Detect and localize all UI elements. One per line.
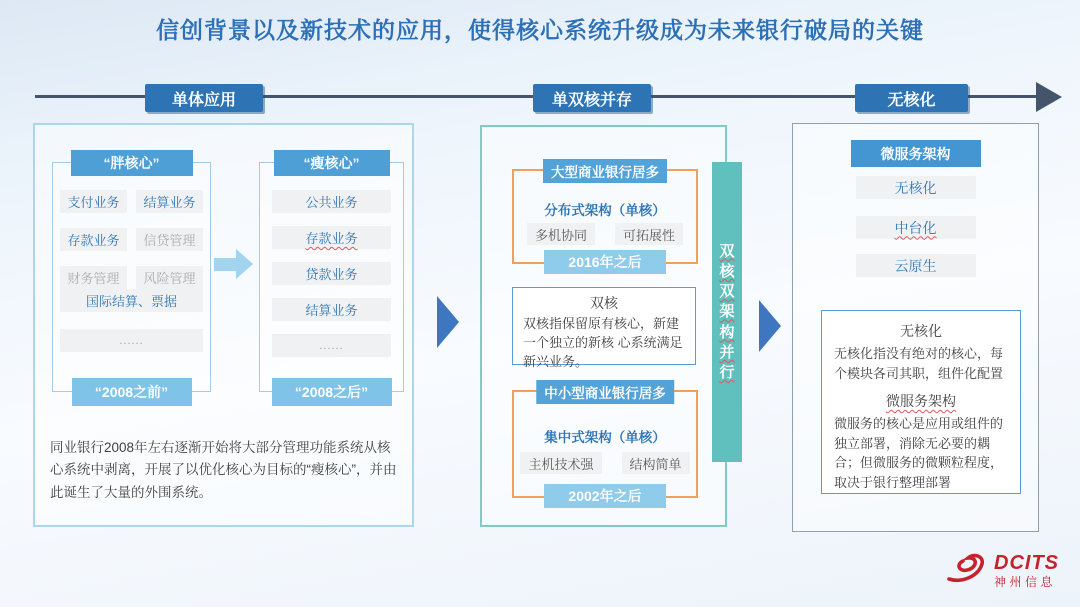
dual-core-note [512, 287, 696, 369]
panel-monolith [33, 123, 414, 527]
fat-core-box [52, 155, 211, 400]
ellipsis-item: ...... [60, 329, 203, 352]
large-banks-items [514, 223, 696, 245]
stage-arrow-icon [759, 300, 781, 352]
timeline-stage-monolith: 单体应用 [145, 84, 263, 112]
coreless-detail-box [821, 310, 1021, 494]
large-banks-subtitle: 分布式架构（单核） [544, 203, 666, 218]
list-item: 国际结算、票据 [60, 289, 203, 312]
logo-brand: DCITS [994, 552, 1059, 574]
dcits-logo [946, 552, 1059, 589]
coreless-title: 无核化 [900, 323, 942, 339]
thin-core-header: “瘦核心” [274, 150, 390, 176]
list-item: 结算业务 [136, 190, 203, 213]
timeline-stage-dual-core: 单双核并存 [533, 84, 651, 112]
timeline-stage-coreless: 无核化 [855, 84, 968, 112]
timeline-arrowhead-icon [1036, 82, 1062, 112]
list-item: 存款业务 [272, 226, 391, 249]
list-item: 支付业务 [60, 190, 127, 213]
list-item: 公共业务 [272, 190, 391, 213]
fat-core-items [60, 190, 203, 289]
microservice-header: 微服务架构 [851, 140, 981, 167]
dual-core-body: 双核指保留原有核心，新建一个独立的新核 心系统满足新兴业务。 [523, 316, 683, 369]
list-item: 主机技术强 [520, 452, 601, 474]
large-banks-header: 大型商业银行居多 [543, 159, 667, 183]
dual-core-title: 双核 [590, 295, 618, 311]
small-banks-footer: 2002年之后 [544, 484, 666, 508]
list-item: 信贷管理 [136, 228, 203, 251]
small-banks-subtitle: 集中式架构（单核） [544, 430, 666, 445]
dcits-swirl-icon [946, 552, 988, 589]
list-item: 结构简单 [622, 452, 690, 474]
transition-arrow-icon [214, 249, 253, 279]
list-item: 无核化 [856, 176, 976, 199]
list-item: 可拓展性 [615, 223, 683, 245]
page-title: 信创背景以及新技术的应用，使得核心系统升级成为未来银行破局的关键 [156, 17, 924, 43]
panel-coreless [792, 123, 1039, 532]
large-banks-footer: 2016年之后 [544, 250, 666, 274]
logo-company: 神州信息 [994, 575, 1057, 589]
fat-core-header: “胖核心” [71, 150, 193, 176]
list-item: 中台化 [856, 216, 976, 239]
ellipsis-item: ...... [272, 334, 391, 357]
small-banks-header: 中小型商业银行居多 [536, 380, 674, 404]
thin-core-items [272, 190, 391, 357]
stage-arrow-icon [437, 296, 459, 348]
panel-dual-core [480, 125, 727, 527]
monolith-description: 同业银行2008年左右逐渐开始将大部分管理功能系统从核心系统中剥离，开展了以优化核心为目标的“瘦核心”，并由此诞生了大量的外围系统。 [50, 440, 397, 500]
fat-core-footer: “2008之前” [72, 378, 192, 406]
thin-core-box [259, 155, 404, 400]
small-banks-items [514, 452, 696, 474]
large-banks-box [512, 165, 698, 270]
microservice-title: 微服务架构 [886, 393, 956, 409]
microservice-body: 微服务的核心是应用或组件的独立部署，消除无必要的耦合；但微服务的微颗粒程度，取决于银行整理部署 [834, 416, 1004, 490]
list-item: 风险管理 [136, 266, 203, 289]
coreless-body: 无核化指没有绝对的核心，每个模块各司其职，组件化配置 [834, 346, 1004, 381]
dual-core-parallel-bar: 双 核 双 架 构 并 行 [712, 162, 742, 462]
small-banks-box [512, 386, 698, 504]
thin-core-footer: “2008之后” [272, 378, 392, 406]
list-item: 贷款业务 [272, 262, 391, 285]
list-item: 存款业务 [60, 228, 127, 251]
list-item: 财务管理 [60, 266, 127, 289]
list-item: 多机协同 [527, 223, 595, 245]
list-item: 云原生 [856, 254, 976, 277]
list-item: 结算业务 [272, 298, 391, 321]
